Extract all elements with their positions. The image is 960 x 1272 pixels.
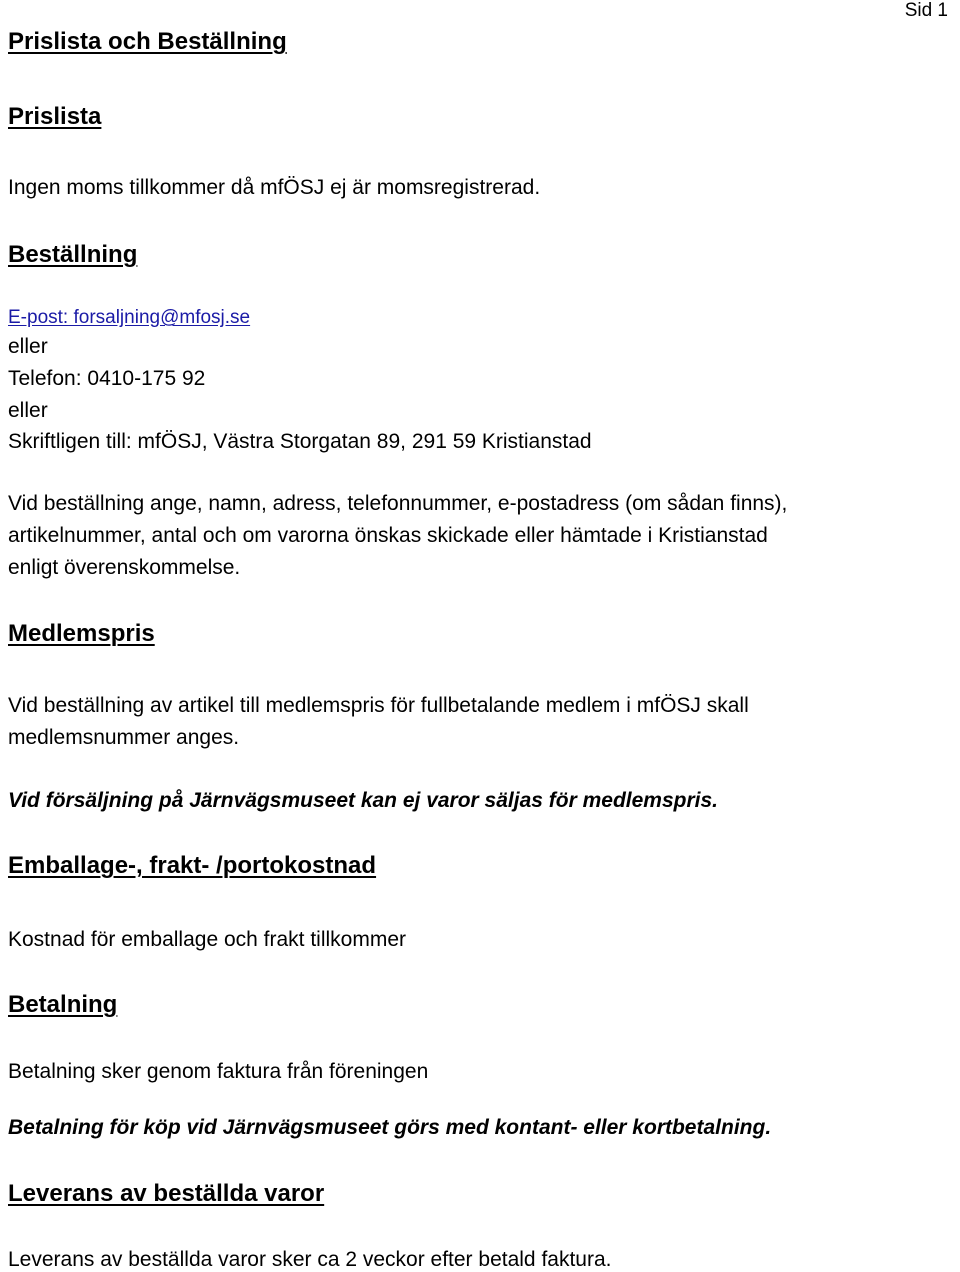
email-link[interactable]: E-post: forsaljning@mfosj.se (8, 307, 251, 328)
betalning-heading: Betalning (8, 991, 118, 1018)
medlemspris-heading: Medlemspris (8, 620, 155, 647)
or-text-2: eller (8, 399, 48, 422)
order-info-line-2: artikelnummer, antal och om varorna önskas skickade eller hämtade i Kristianstad (8, 524, 768, 547)
medlemspris-line-2: medlemsnummer anges. (8, 726, 240, 749)
page-number: Sid 1 (904, 0, 948, 21)
leverans-heading: Leverans av beställda varor (8, 1180, 325, 1207)
emballage-text: Kostnad för emballage och frakt tillkommer (8, 928, 407, 951)
emballage-heading: Emballage-, frakt- /portokostnad (8, 852, 377, 879)
order-info-line-3: enligt överenskommelse. (8, 556, 241, 579)
prislista-heading: Prislista (8, 103, 102, 130)
medlemspris-line-1: Vid beställning av artikel till medlemspris för fullbetalande medlem i mfÖSJ skall (8, 694, 749, 717)
phone-text: Telefon: 0410-175 92 (8, 367, 206, 390)
leverans-text: Leverans av beställda varor sker ca 2 veckor efter betald faktura. (8, 1248, 612, 1271)
betalning-text: Betalning sker genom faktura från föreningen (8, 1060, 429, 1083)
order-info-line-1: Vid beställning ange, namn, adress, telefonnummer, e-postadress (om sådan finns), (8, 492, 788, 515)
prislista-text: Ingen moms tillkommer då mfÖSJ ej är momsregistrerad. (8, 176, 541, 199)
betalning-note: Betalning för köp vid Järnvägsmuseet görs med kontant- eller kortbetalning. (8, 1116, 772, 1139)
postal-address: Skriftligen till: mfÖSJ, Västra Storgatan 89, 291 59 Kristianstad (8, 430, 592, 453)
medlemspris-note: Vid försäljning på Järnvägsmuseet kan ej varor säljas för medlemspris. (8, 789, 719, 812)
bestallning-heading: Beställning (8, 241, 138, 268)
or-text-1: eller (8, 335, 48, 358)
document-title: Prislista och Beställning (8, 28, 287, 55)
